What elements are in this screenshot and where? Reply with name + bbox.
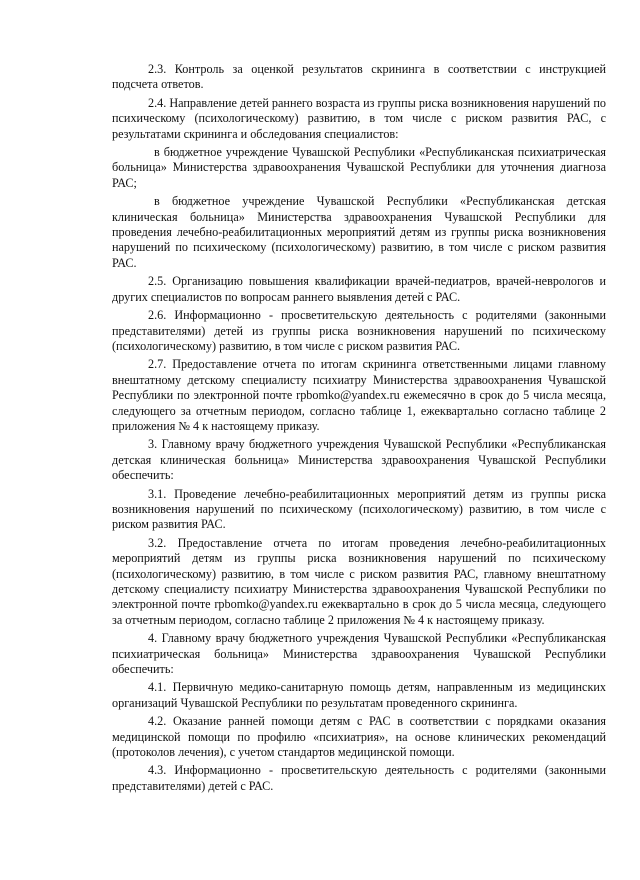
document-page <box>112 62 606 797</box>
paragraph-2-5: 2.5. Организацию повышения квалификации врачей-педиатров, врачей-неврологов и других специалистов по вопросам раннего выявления детей с РАС. <box>112 274 606 304</box>
paragraph-3: 3. Главному врачу бюджетного учреждения Чувашской Республики «Республиканская детская клиническая больница» Министерства здравоохранения Чувашской Республики обеспечить: <box>112 437 606 483</box>
paragraph-2-7: 2.7. Предоставление отчета по итогам скрининга ответственными лицами главному внештатному детскому специалисту психиатру Министерства здравоохранения Чувашской Республики по электронной почте rpbomko@yandex.ru ежемесячно в срок до 5 числа месяца, следующего за отчетным периодом, согласно таблице 1, ежеквартально согласно таблице 2 приложения № 4 к настоящему приказу. <box>112 357 606 433</box>
paragraph-4-3: 4.3. Информационно - просветительскую деятельность с родителями (законными представителями) детей с РАС. <box>112 763 606 793</box>
paragraph-2-4: 2.4. Направление детей раннего возраста из группы риска возникновения нарушений по психическому (психологическому) развитию, в том числе с риском развития РАС, с результатами скрининга и обследования специалистов: <box>112 95 606 141</box>
paragraph-2-4-item-2: в бюджетное учреждение Чувашской Республики «Республиканская детская клиническая больница» Министерства здравоохранения Чувашской Республики для проведения лечебно-реабилитационных мероприятий детям из группы риска возникновения нарушений по психическому (психологическому) развитию, в том числе с риском развития РАС. <box>112 194 606 270</box>
paragraph-4-1: 4.1. Первичную медико-санитарную помощь детям, направленным из медицинских организаций Чувашской Республики по результатам проведенного скрининга. <box>112 680 606 710</box>
paragraph-2-3: 2.3. Контроль за оценкой результатов скрининга в соответствии с инструкцией подсчета ответов. <box>112 62 606 92</box>
paragraph-4: 4. Главному врачу бюджетного учреждения Чувашской Республики «Республиканская психиатрическая больница» Министерства здравоохранения Чувашской Республики обеспечить: <box>112 631 606 677</box>
paragraph-4-2: 4.2. Оказание ранней помощи детям с РАС в соответствии с порядками оказания медицинской помощи по профилю «психиатрия», на основе клинических рекомендаций (протоколов лечения), с учетом стандартов медицинской помощи. <box>112 714 606 760</box>
paragraph-3-2: 3.2. Предоставление отчета по итогам проведения лечебно-реабилитационных мероприятий детям из группы риска возникновения нарушений по психическому (психологическому) развитию, в том числе с риском развития РАС, главному внештатному детскому специалисту психиатру Министерства здравоохранения Чувашской Республики по электронной почте rpbomko@yandex.ru ежеквартально в срок до 5 числа месяца, следующего за отчетным периодом, согласно таблице 2 приложения № 4 к настоящему приказу. <box>112 535 606 627</box>
paragraph-2-6: 2.6. Информационно - просветительскую деятельность с родителями (законными представителями) детей из группы риска возникновения нарушений по психическому (психологическому) развитию, в том числе с риском развития РАС. <box>112 308 606 353</box>
paragraph-3-1: 3.1. Проведение лечебно-реабилитационных мероприятий детям из группы риска возникновения нарушений по психическому (психологическому) развитию, в том числе с риском развития РАС. <box>112 486 606 532</box>
paragraph-2-4-item-1: в бюджетное учреждение Чувашской Республики «Республиканская психиатрическая больница» Министерства здравоохранения Чувашской Республики для уточнения диагноза РАС; <box>112 145 606 190</box>
